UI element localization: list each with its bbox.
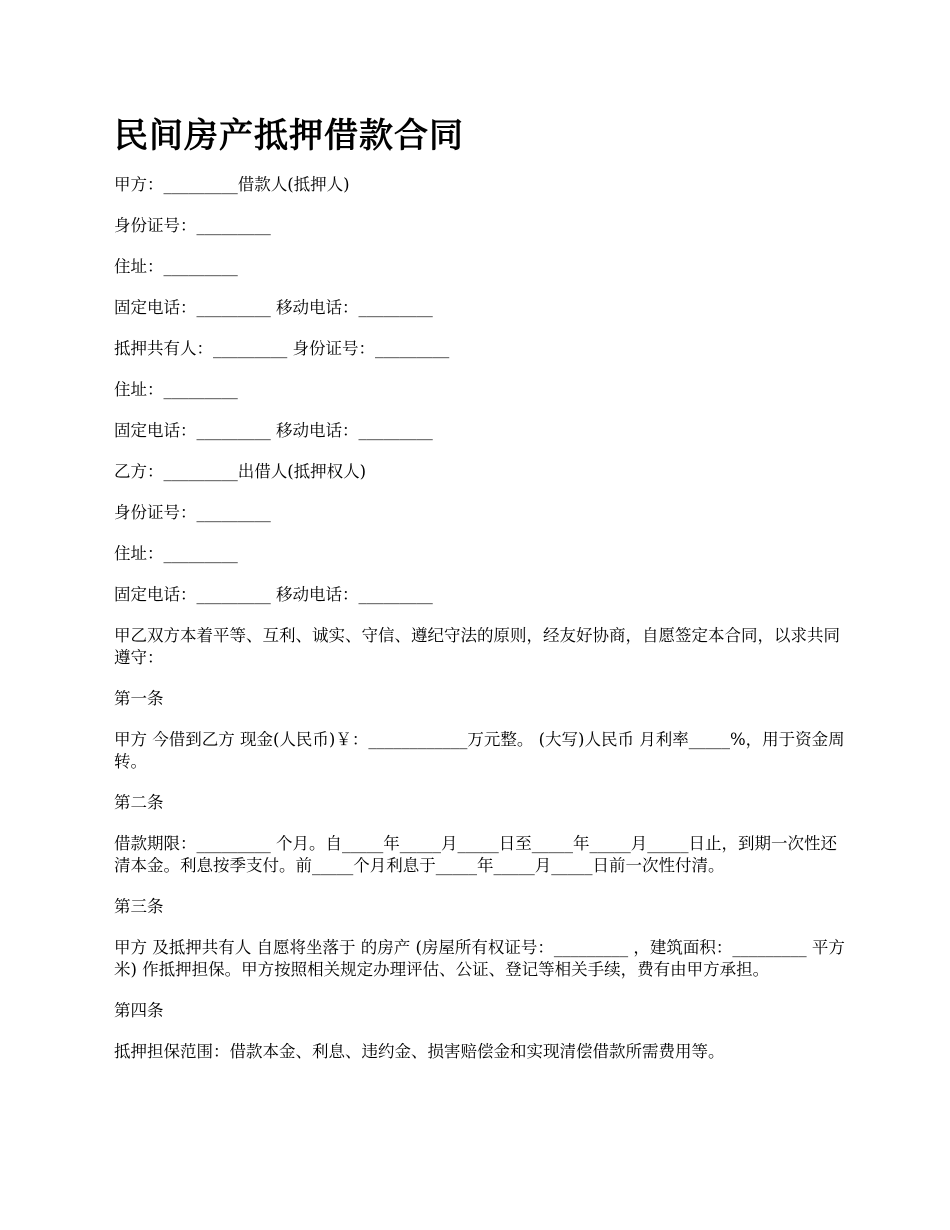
co-owner-address-line: 住址：_________ xyxy=(114,380,238,399)
article-1-heading: 第一条 xyxy=(114,689,164,708)
article-1-body: 甲方 今借到乙方 现金(人民币)￥：____________万元整。 (大写)人民币 月利率_____%，用于资金周转。 xyxy=(114,730,845,771)
party-a-line: 甲方：_________借款人(抵押人) xyxy=(114,175,350,194)
co-owner-line: 抵押共有人：_________ 身份证号：_________ xyxy=(114,339,450,358)
document-page xyxy=(114,112,850,1082)
article-4-heading: 第四条 xyxy=(114,1001,164,1020)
party-a-phone-line: 固定电话：_________ 移动电话：_________ xyxy=(114,298,433,317)
preamble-paragraph: 甲乙双方本着平等、互利、诚实、守信、遵纪守法的原则，经友好协商，自愿签定本合同，以求共同遵守： xyxy=(114,626,840,667)
article-3-body: 甲方 及抵押共有人 自愿将坐落于 的房产 (房屋所有权证号：_________ ，建筑面积：_________ 平方米) 作抵押担保。甲方按照相关规定办理评估、公证、登记等相关手续，费有由甲方承担。 xyxy=(114,938,845,979)
article-4-body: 抵押担保范围：借款本金、利息、违约金、损害赔偿金和实现清偿借款所需费用等。 xyxy=(114,1042,725,1061)
party-b-phone-line: 固定电话：_________ 移动电话：_________ xyxy=(114,585,433,604)
document-title: 民间房产抵押借款合同 xyxy=(114,116,464,156)
co-owner-phone-line: 固定电话：_________ 移动电话：_________ xyxy=(114,421,433,440)
article-2-body: 借款期限：_________ 个月。自_____年_____月_____日至_____年_____月_____日止，到期一次性还清本金。利息按季支付。前_____个月利息于_____年_____月_____日前一次性付清。 xyxy=(114,834,837,875)
party-b-address-line: 住址：_________ xyxy=(114,544,238,563)
article-2-heading: 第二条 xyxy=(114,793,164,812)
article-3-heading: 第三条 xyxy=(114,897,164,916)
party-b-id-line: 身份证号：_________ xyxy=(114,503,271,522)
party-a-id-line: 身份证号：_________ xyxy=(114,216,271,235)
party-b-line: 乙方：_________出借人(抵押权人) xyxy=(114,462,367,481)
party-a-address-line: 住址：_________ xyxy=(114,257,238,276)
